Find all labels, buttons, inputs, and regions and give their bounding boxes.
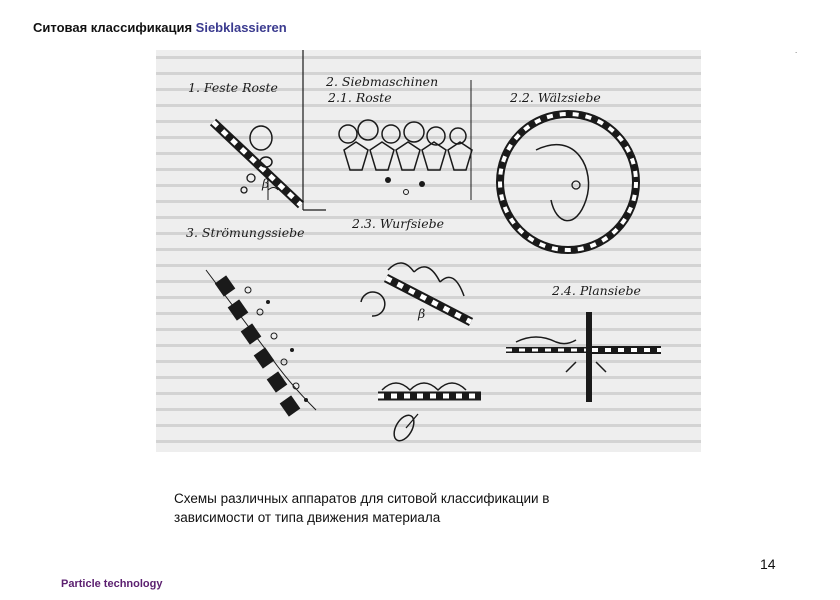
title-german: Siebklassieren (195, 20, 287, 35)
label-siebmaschinen: 2. Siebmaschinen (326, 74, 439, 89)
label-stroemungssiebe: 3. Strömungssiebe (186, 225, 305, 240)
label-wurfsiebe: 2.3. Wurfsiebe (352, 216, 445, 231)
label-feste-roste: 1. Feste Roste (188, 80, 278, 95)
screening-schemes-figure (156, 50, 701, 452)
label-waelzsiebe: 2.2. Wälzsiebe (510, 90, 601, 105)
angle-beta-throw: β (418, 306, 426, 321)
angle-beta-grate: β (262, 176, 270, 191)
label-plansiebe: 2.4. Plansiebe (552, 283, 641, 298)
corner-mark: . (795, 46, 798, 55)
label-roste: 2.1. Roste (328, 90, 392, 105)
footer-course-name: Particle technology (61, 578, 163, 590)
slide-title (33, 20, 287, 35)
title-russian: Ситовая классификация (33, 20, 193, 35)
page-number: 14 (760, 556, 776, 572)
figure-caption: Схемы различных аппаратов для ситовой классификации в зависимости от типа движения материала (174, 491, 550, 525)
